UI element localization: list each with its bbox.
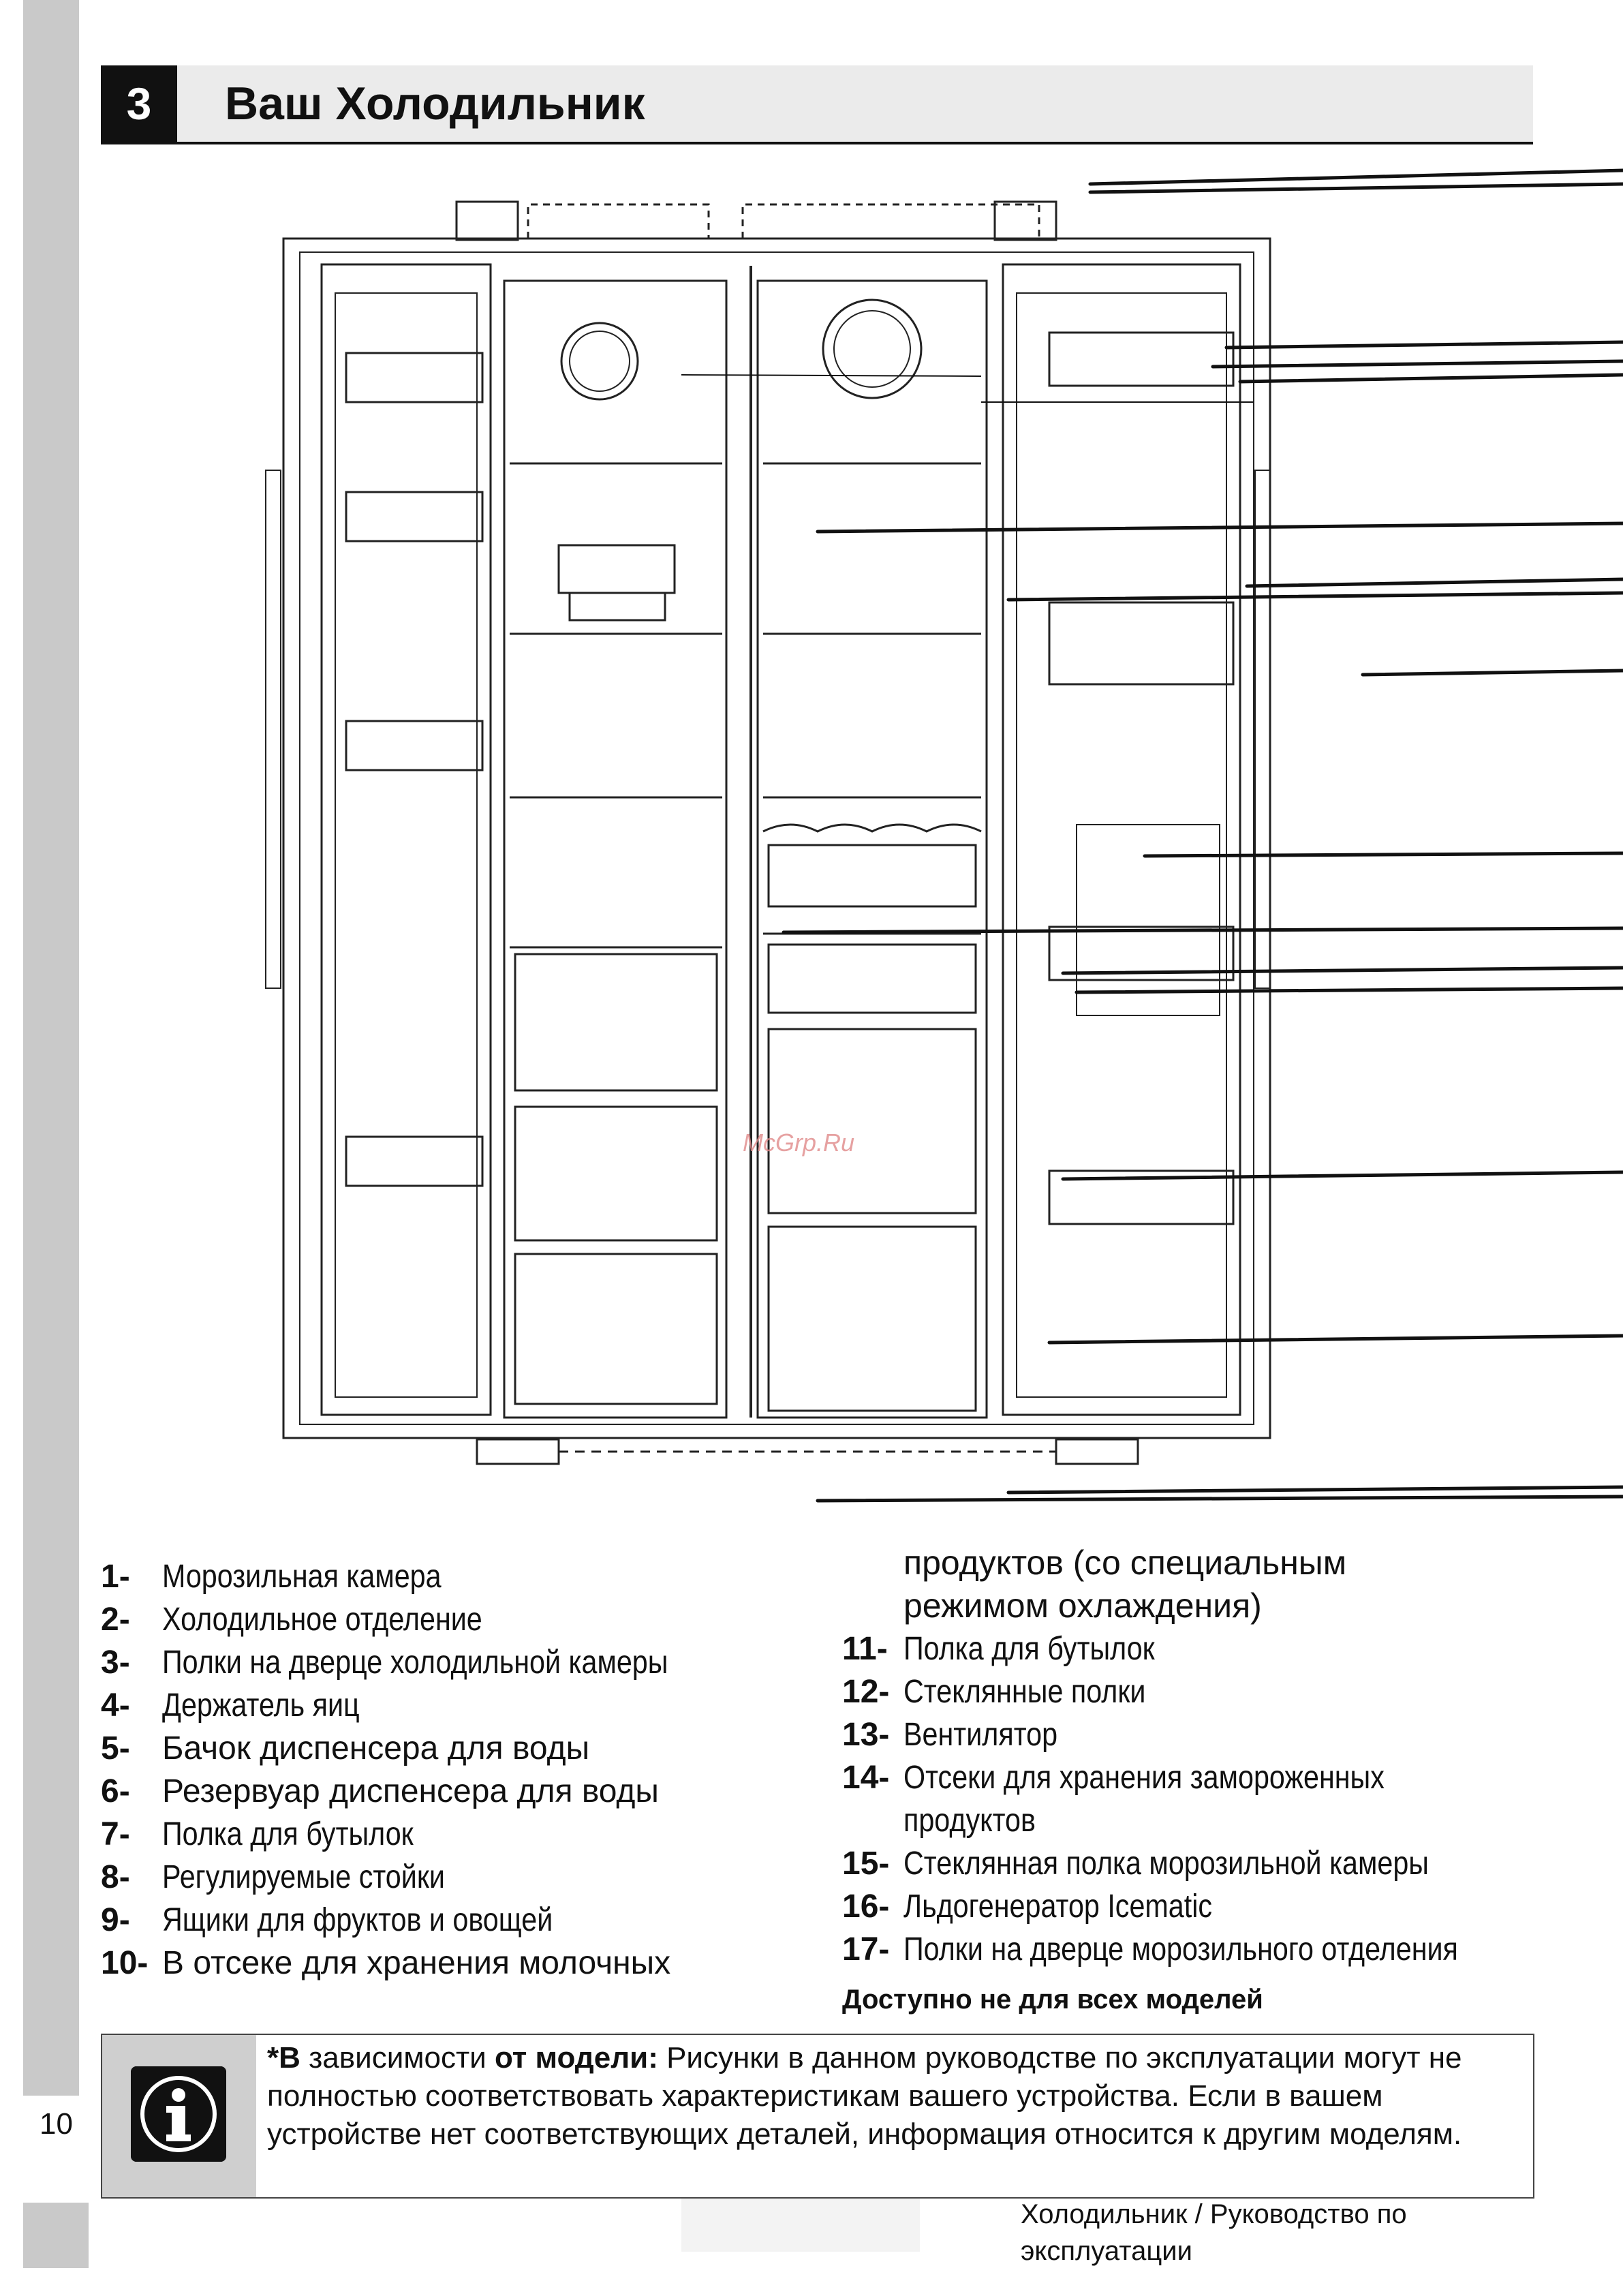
crisper-drawer-2 — [769, 1227, 976, 1411]
fridge-compartment — [758, 281, 987, 1418]
section-title: Ваш Холодильник — [225, 78, 645, 129]
legend-item: 1- Морозильная камера — [101, 1559, 442, 1595]
legend-item: 2- Холодильное отделение — [101, 1602, 482, 1638]
legend-item: 7- Полка для бутылок — [101, 1816, 414, 1852]
crisper-drawer-1 — [769, 1029, 976, 1213]
legend-item: 14- Отсеки для хранения замороженных — [842, 1760, 1385, 1796]
freezer-compartment — [504, 281, 726, 1418]
fridge-diagram — [259, 164, 1623, 1527]
legend-item: 5- Бачок диспенсера для воды — [101, 1730, 590, 1766]
side-tab-bar — [23, 0, 79, 2096]
top-hinge-left — [457, 202, 518, 240]
footer-text: Холодильник / Руководство по эксплуатации — [1021, 2199, 1407, 2266]
right-door — [1003, 264, 1240, 1415]
legend-item: 10- В отсеке для хранения молочных — [101, 1945, 671, 1981]
legend-item: 11- Полка для бутылок — [842, 1631, 1155, 1667]
page-number: 10 — [40, 2107, 73, 2141]
legend-item: 15- Стеклянная полка морозильной камеры — [842, 1846, 1429, 1882]
legend-item: 6- Резервуар диспенсера для воды — [101, 1773, 659, 1809]
egg-holder — [1049, 602, 1233, 684]
icematic — [559, 545, 675, 593]
footer-corner-block — [23, 2203, 89, 2268]
legend-right-column — [842, 1542, 1564, 1971]
legend-item: 8- Регулируемые стойки — [101, 1859, 445, 1895]
legend-item: 13- Вентилятор — [842, 1717, 1058, 1753]
freezer-fan — [561, 323, 638, 399]
dairy-compartment — [769, 945, 976, 1013]
water-dispenser-tank — [1077, 825, 1220, 1015]
availability-note: Доступно не для всех моделей — [842, 1985, 1263, 2015]
info-note-box — [101, 2034, 1534, 2199]
legend-item-10-continuation: продуктов (со специальным — [903, 1544, 1347, 1582]
section-number: 3 — [101, 65, 177, 142]
legend-item-14-continuation: продуктов — [903, 1803, 1036, 1839]
section-header — [101, 65, 1533, 144]
legend-item-10-continuation: режимом охлаждения) — [903, 1587, 1262, 1625]
legend-item: 12- Стеклянные полки — [842, 1674, 1146, 1710]
legend-item: 3- Полки на дверце холодильной камеры — [101, 1644, 668, 1681]
cabinet-outline — [283, 239, 1270, 1438]
watermark: McGrp.Ru — [743, 1129, 855, 1157]
info-icon — [131, 2066, 226, 2162]
fridge-fan — [823, 300, 921, 398]
legend-left-column — [101, 1555, 816, 1985]
legend-item: 16- Льдогенератор Icematic — [842, 1888, 1213, 1925]
legend-item: 9- Ящики для фруктов и овощей — [101, 1902, 553, 1938]
legend-item: 17- Полки на дверце морозильного отделения — [842, 1931, 1458, 1968]
note-text: *В зависимости от модели: Рисунки в данном руководстве по эксплуатации могут не полностью соответствовать характеристикам вашего устройства. Если в вашем устройстве нет соответствующих деталей, информация относится к другим моделям. — [267, 2041, 1462, 2151]
note-icon-cell — [102, 2035, 256, 2197]
legend-item: 4- Держатель яиц — [101, 1687, 360, 1724]
top-hinge-right — [995, 202, 1056, 240]
bottle-rack — [763, 825, 981, 831]
left-door — [322, 264, 491, 1415]
